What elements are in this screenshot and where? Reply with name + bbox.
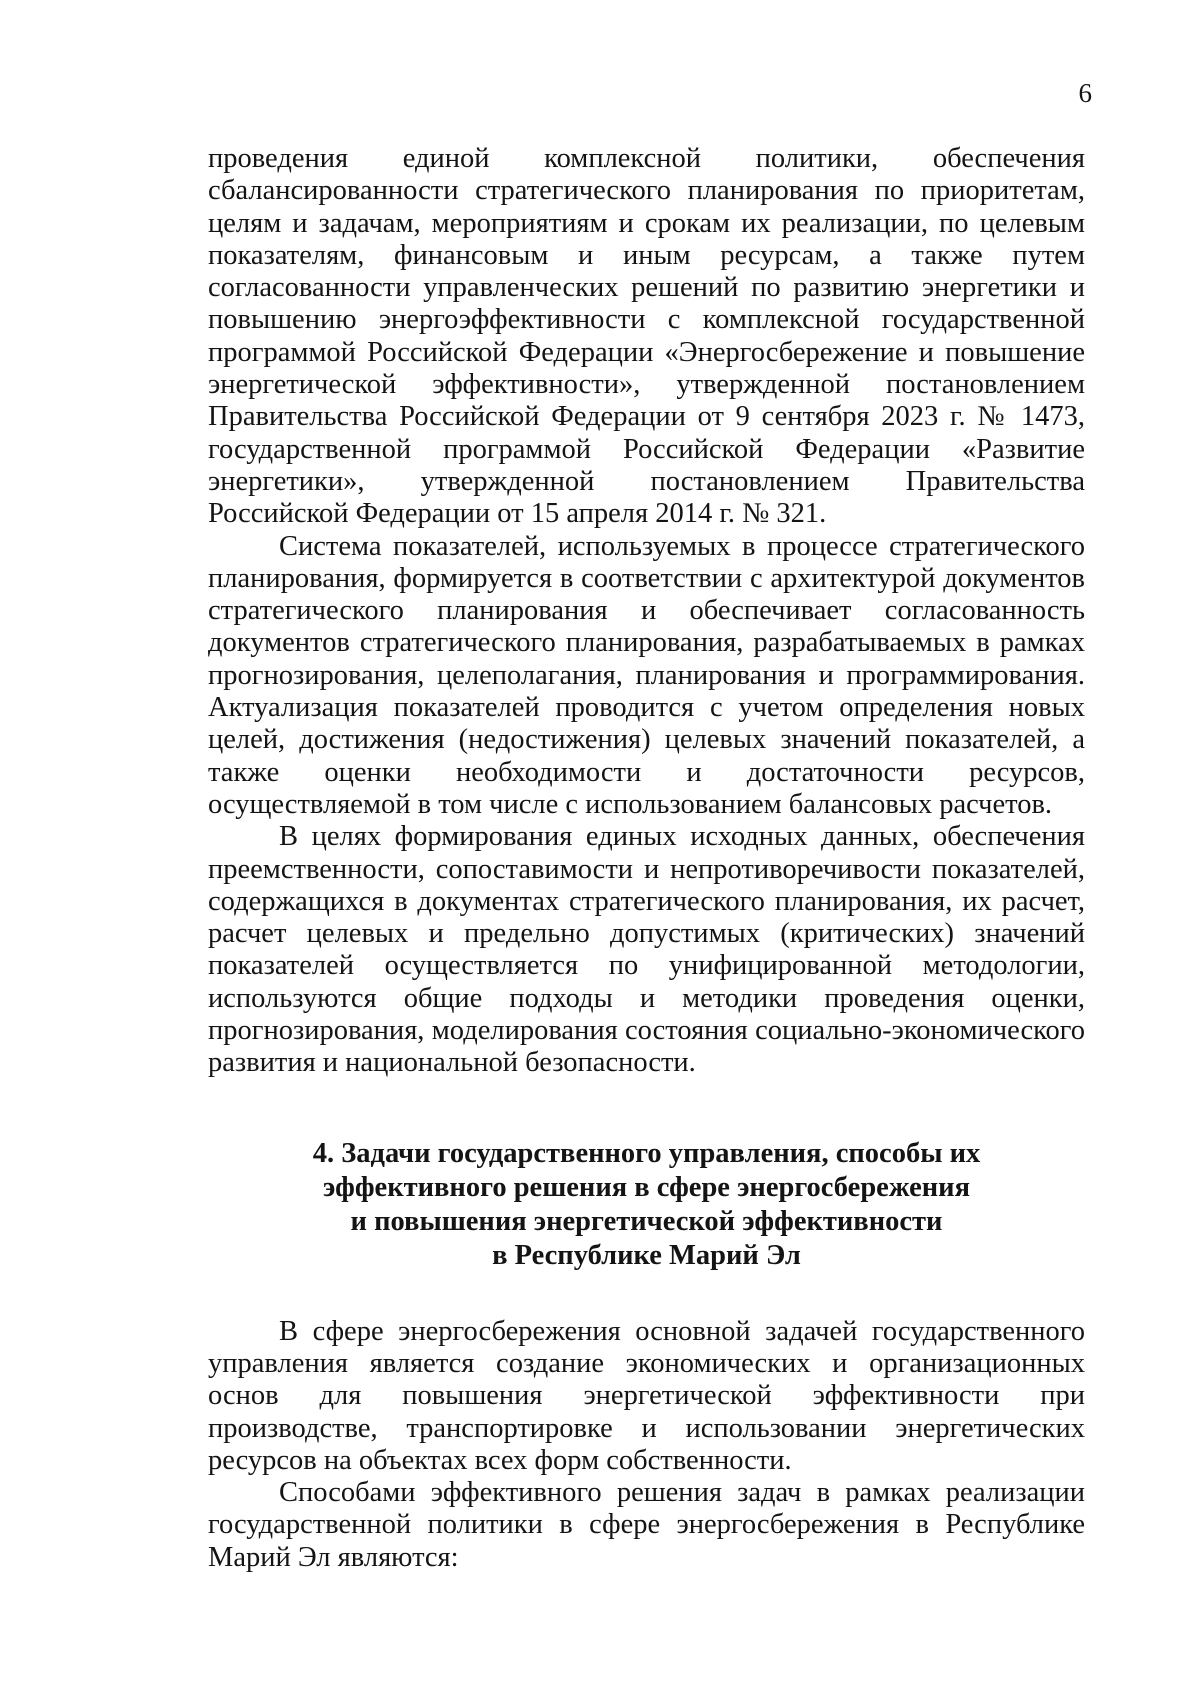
section-heading-line: 4. Задачи государственного управления, способы их: [312, 1137, 981, 1169]
section-heading-line: и повышения энергетической эффективности: [350, 1205, 943, 1237]
section-heading: [208, 1137, 1085, 1273]
paragraph-indicators-system: Система показателей, используемых в процессе стратегического планирования, формируется в соответствии с архитектурой документов стратегического планирования и обеспечивает согласованность документов стратегического планирования, разрабатываемых в рамках прогнозирования, целеполагания, планирования и программирования. Актуализация показателей проводится с учетом определения новых целей, достижения (недостижения) целевых значений показателей, а также оценки необходимости и достаточности ресурсов, осуществляемой в том числе с использованием балансовых расчетов.: [208, 530, 1085, 820]
paragraph-methods-intro: Способами эффективного решения задач в рамках реализации государственной политики в сфере энергосбережения в Республике Марий Эл являются:: [208, 1477, 1085, 1573]
page-number: 6: [1078, 78, 1092, 108]
section-heading-line: эффективного решения в сфере энергосбережения: [322, 1171, 971, 1203]
section-heading-line: в Республике Марий Эл: [492, 1239, 801, 1271]
paragraph-main-task: В сфере энергосбережения основной задачей государственного управления является создание экономических и организационных основ для повышения энергетической эффективности при производстве, транспортировке и использовании энергетических ресурсов на объектах всех форм собственности.: [208, 1315, 1085, 1476]
document-body: [208, 143, 1085, 1574]
paragraph-continuation: проведения единой комплексной политики, обеспечения сбалансированности стратегического планирования по приоритетам, целям и задачам, мероприятиям и срокам их реализации, по целевым показателям, финансовым и иным ресурсам, а также путем согласованности управленческих решений по развитию энергетики и повышению энергоэффективности с комплексной государственной программой Российской Федерации «Энергосбережение и повышение энергетической эффективности», утвержденной постановлением Правительства Российской Федерации от 9 сентября 2023 г. № 1473, государственной программой Российской Федерации «Развитие энергетики», утвержденной постановлением Правительства Российской Федерации от 15 апреля 2014 г. № 321.: [208, 143, 1085, 530]
paragraph-unified-methodology: В целях формирования единых исходных данных, обеспечения преемственности, сопоставимости и непротиворечивости показателей, содержащихся в документах стратегического планирования, их расчет, расчет целевых и предельно допустимых (критических) значений показателей осуществляется по унифицированной методологии, используются общие подходы и методики проведения оценки, прогнозирования, моделирования состояния социально-экономического развития и национальной безопасности.: [208, 821, 1085, 1079]
